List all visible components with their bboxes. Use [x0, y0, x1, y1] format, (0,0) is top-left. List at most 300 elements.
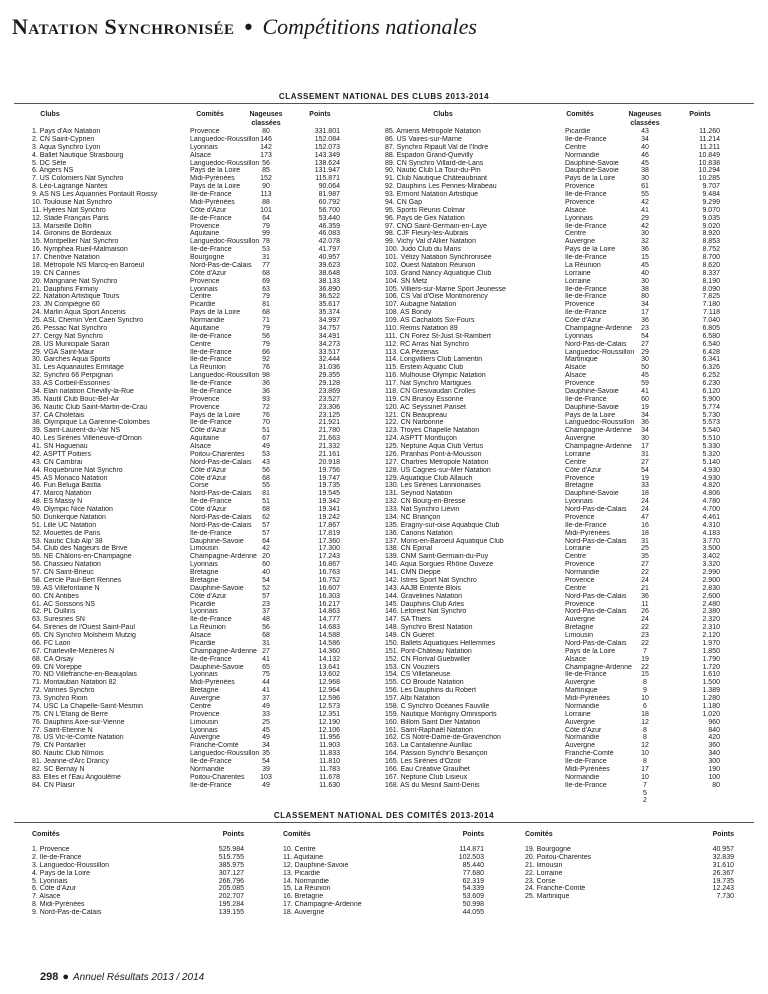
club-comite: Nord-Pas-de-Calais — [190, 521, 252, 529]
club-name: 83. Élles et l'Eau Angoulême — [32, 773, 121, 781]
club-nageuses: 10 — [641, 695, 649, 702]
club-points: 21.780 — [318, 427, 340, 435]
club-comite: Martinique — [565, 687, 598, 695]
comites-col2-names — [283, 846, 433, 917]
club-points: 14.132 — [318, 655, 340, 663]
club-name: 1. Pays d'Aix Natation — [32, 128, 101, 135]
club-points: 38.648 — [318, 269, 340, 277]
comite-name: 10. Centre — [283, 846, 316, 853]
club-points: 1.180 — [702, 702, 720, 710]
club-comite: Bretagne — [190, 576, 219, 584]
club-nageuses: 53 — [262, 246, 270, 254]
club-comite: Provence — [190, 395, 220, 403]
club-points: 80 — [712, 781, 720, 789]
club-name: 54. Club des Nageurs de Brive — [32, 545, 128, 553]
club-comite: Alsace — [190, 632, 212, 639]
club-comite: Champagne-Ardenne — [565, 324, 632, 332]
club-name: 12. Stade Français Paris — [32, 214, 109, 222]
header-nageuses-left: Nageuses classées — [249, 111, 283, 127]
club-points: 21.332 — [318, 443, 340, 450]
club-nageuses: 101 — [260, 206, 272, 214]
club-comite: Midi-Pyrénées — [565, 695, 610, 702]
club-points: 331.801 — [314, 128, 340, 135]
club-points: 100 — [708, 773, 720, 781]
club-points: 3.500 — [702, 545, 720, 553]
club-points: 6.805 — [702, 324, 720, 332]
comite-name: 1. Provence — [32, 846, 70, 853]
comites-section-title: CLASSEMENT NATIONAL DES COMITÉS 2013-2014 — [273, 811, 495, 820]
club-name: 99. Vichy Val d'Allier Natation — [385, 238, 476, 246]
comite-points: 266.796 — [218, 877, 244, 885]
club-nageuses: 45 — [641, 261, 649, 269]
club-points: 11.956 — [319, 734, 340, 742]
club-points: 46.359 — [318, 222, 340, 230]
club-comite: Auvergne — [565, 616, 595, 624]
club-points: 32.444 — [318, 356, 340, 364]
page-title — [12, 14, 477, 40]
club-nageuses: 60 — [262, 561, 270, 569]
club-comite: Ile-de-France — [565, 285, 607, 293]
club-points: 152.073 — [314, 143, 340, 151]
club-comite: Alsace — [190, 443, 212, 450]
club-nageuses: 9 — [643, 687, 647, 695]
club-name: 127. Chartres Métropole Natation — [385, 458, 489, 466]
club-points: 6.580 — [702, 332, 720, 340]
club-nageuses: 32 — [641, 238, 649, 246]
club-name: 135. Eragny-sur-oise Aquatique Club — [385, 521, 500, 529]
club-name: 39. Saint-Laurent-du-Var NS — [32, 427, 121, 435]
club-name: 132. CN Bourg-en-Bresse — [385, 498, 466, 506]
comite-points: 515.755 — [218, 853, 244, 861]
club-name: 106. CS Val d'Oise Montmorency — [385, 293, 488, 301]
club-nageuses: 56 — [262, 466, 270, 474]
clubs-right-nageuses — [627, 128, 663, 805]
comite-name: 6. Côte d'Azur — [32, 885, 77, 893]
club-nageuses: 8 — [643, 679, 647, 687]
club-comite: Ile-de-France — [190, 781, 232, 789]
club-name: 114. Longvilliers Club Lamentin — [385, 356, 483, 364]
club-points: 10.294 — [698, 167, 720, 175]
club-comite: Centre — [565, 230, 587, 238]
comites-col1-names — [32, 846, 182, 917]
comite-name: 2. Ile-de-France — [32, 853, 82, 861]
club-comite: Auvergne — [190, 695, 220, 702]
club-comite: Ile-de-France — [190, 529, 232, 537]
club-name: 136. Canons Natation — [385, 529, 453, 537]
club-nageuses: 27 — [641, 340, 649, 348]
club-nageuses: 6 — [643, 702, 647, 710]
club-nageuses: 64 — [262, 214, 270, 222]
club-nageuses: 61 — [641, 183, 649, 191]
club-points: 3.320 — [702, 561, 720, 569]
club-points: 8.337 — [702, 269, 720, 277]
club-name: 111. CN Forez St-Just St-Rambert — [385, 332, 491, 340]
club-name: 160. Billom Saint Dier Natation — [385, 718, 481, 726]
club-nageuses: 33 — [262, 710, 270, 718]
club-name: 21. Dauphins Firminy — [32, 285, 99, 293]
club-nageuses: 50 — [641, 364, 649, 372]
club-name: 36. Nautic Club Saint-Martin-de-Crau — [32, 403, 148, 411]
club-name: 4. Ballet Nautique Strasbourg — [32, 151, 124, 159]
club-name: 20. Marignane Nat Synchro — [32, 277, 118, 285]
club-points: 8.853 — [702, 238, 720, 246]
comite-points: 53.609 — [462, 893, 484, 901]
comite-points: 26.367 — [712, 869, 734, 877]
club-nageuses: 67 — [262, 435, 270, 443]
club-nageuses: 17 — [641, 309, 649, 317]
club-nageuses: 19 — [641, 655, 649, 663]
club-nageuses: 19 — [641, 474, 649, 482]
club-name: 25. ASL Chemin Vert Caen Synchro — [32, 317, 144, 324]
comite-name: 12. Dauphiné-Savoie — [283, 861, 349, 869]
club-comite: Auvergne — [565, 742, 595, 750]
club-comite: Franche-Comté — [565, 750, 614, 758]
comite-points: 62.319 — [462, 877, 484, 885]
clubs-section-rule — [14, 103, 754, 104]
club-nageuses: 33 — [641, 482, 649, 490]
club-comite: Centre — [565, 553, 587, 561]
club-comite: Pays de la Loire — [565, 411, 616, 419]
comite-points: 19.735 — [712, 877, 734, 885]
page-title-separator: • — [244, 14, 253, 39]
club-name: 167. Neptune Club Lisieux — [385, 773, 468, 781]
club-comite: Côte d'Azur — [190, 474, 227, 482]
club-name: 164. Passion Synchr'o Besançon — [385, 750, 488, 758]
club-comite: Dauphiné-Savoie — [565, 403, 619, 411]
club-points: 2.830 — [702, 584, 720, 592]
club-nageuses: 57 — [262, 592, 270, 600]
club-name: 97. CNO Saint-Germain-en-Laye — [385, 222, 487, 230]
club-name: 137. Mons-en-Baroeul Aquatique Club — [385, 537, 504, 545]
club-nageuses: 43 — [641, 128, 649, 135]
comite-points: 12.243 — [712, 885, 734, 893]
club-name: 116. Mulhouse Olympic Natation — [385, 372, 486, 380]
club-points: 840 — [708, 726, 720, 734]
club-points: 10.838 — [698, 159, 720, 167]
club-name: 124. ASPTT Montluçon — [385, 435, 457, 443]
comites-col1-points — [190, 846, 244, 917]
club-comite: Pays de la Loire — [190, 167, 241, 175]
club-nageuses: 30 — [641, 277, 649, 285]
club-nageuses: 17 — [641, 443, 649, 450]
club-comite: Dauphiné-Savoie — [190, 537, 244, 545]
comite-points: 139.155 — [218, 909, 244, 916]
comite-points: 77.680 — [462, 869, 484, 877]
club-name: 13. Marseille Dolfin — [32, 222, 92, 230]
club-comite: Centre — [190, 340, 212, 348]
club-nageuses: 23 — [641, 324, 649, 332]
club-nageuses: 31 — [641, 450, 649, 458]
club-comite: Ile-de-France — [565, 395, 607, 403]
club-nageuses: 48 — [262, 616, 270, 624]
club-nageuses: 98 — [262, 372, 270, 380]
club-comite: Lyonnais — [565, 332, 593, 340]
club-nageuses: 78 — [262, 238, 270, 246]
club-name: 6. Angers NS — [32, 167, 74, 175]
club-comite: Poitou-Charentes — [190, 450, 245, 458]
club-points: 8.752 — [702, 246, 720, 254]
club-nageuses: 80 — [262, 128, 270, 135]
club-points: 115.871 — [315, 175, 340, 183]
club-comite: Poitou-Charentes — [190, 773, 245, 781]
clubs-section-title: CLASSEMENT NATIONAL DES CLUBS 2013-2014 — [278, 92, 490, 101]
club-comite: Champagne-Ardenne — [190, 553, 257, 561]
club-points: 19.756 — [318, 466, 340, 474]
club-points: 1.970 — [702, 639, 720, 647]
club-comite: Limousin — [190, 718, 219, 726]
comite-name: 18. Auvergne — [283, 909, 325, 916]
club-points: 6.230 — [702, 380, 720, 387]
club-comite: Midi-Pyrénées — [565, 529, 610, 537]
club-points: 1.389 — [702, 687, 720, 695]
club-points: 19.747 — [318, 474, 340, 482]
club-points: 8.620 — [702, 261, 720, 269]
club-name: 18. Métropole NS Marcq-en Baroeul — [32, 261, 145, 269]
club-comite: Dauphiné-Savoie — [565, 167, 619, 175]
club-nageuses: 30 — [641, 230, 649, 238]
club-nageuses: 8 — [643, 758, 647, 765]
club-nageuses: 76 — [262, 411, 270, 419]
club-nageuses: 27 — [262, 647, 270, 655]
club-comite: La Réunion — [565, 261, 601, 269]
club-nageuses: 25 — [262, 718, 270, 726]
clubs-left-nageuses — [248, 128, 284, 790]
club-points: 19.342 — [318, 498, 340, 506]
club-name: 102. Ouest Natation Réunion — [385, 261, 476, 269]
club-name: 19. CN Cannes — [32, 269, 80, 277]
club-comite: Côte d'Azur — [190, 592, 227, 600]
club-name: 98. CJF Fleury-les-Aubrais — [385, 230, 469, 238]
club-points: 143.349 — [314, 151, 340, 159]
club-points: 7.180 — [702, 301, 720, 309]
club-nageuses: 68 — [262, 269, 270, 277]
club-points: 14.586 — [318, 639, 340, 647]
club-comite: Ile-de-France — [190, 214, 232, 222]
club-name: 109. AS Cachalots Six-Fours — [385, 317, 475, 324]
club-name: 73. Synchro Riom — [32, 695, 88, 702]
club-comite: Aquitaine — [190, 324, 220, 332]
club-name: 113. CA Pézenas — [385, 348, 439, 356]
club-name: 75. CN L'Étang de Berre — [32, 710, 109, 718]
club-comite: Lyonnais — [190, 608, 218, 616]
club-comite: Ile-de-France — [565, 521, 607, 529]
club-comite: Normandie — [565, 773, 600, 781]
club-comite: Dauphiné-Savoie — [190, 584, 244, 592]
club-nageuses: 10 — [641, 773, 649, 781]
club-points: 11.810 — [319, 758, 340, 765]
club-comite: Dauphiné-Savoie — [190, 663, 244, 671]
club-name: 88. Espadon Grand-Quevilly — [385, 151, 473, 159]
club-nageuses: 146 — [260, 135, 272, 143]
club-name: 7. US Colomiers Nat Synchro — [32, 175, 124, 183]
comite-name: 5. Lyonnais — [32, 877, 68, 885]
club-nageuses: 36 — [641, 592, 649, 600]
club-nageuses: 69 — [262, 277, 270, 285]
club-nageuses: 12 — [641, 718, 649, 726]
header-points-col3: Points — [712, 831, 734, 838]
club-nageuses: 37 — [262, 608, 270, 616]
club-points: 2.900 — [702, 576, 720, 584]
club-points: 4.310 — [702, 521, 720, 529]
club-nageuses: 70 — [262, 419, 270, 427]
header-points-col2: Points — [462, 831, 484, 838]
club-points: 11.630 — [319, 781, 340, 789]
club-name: 22. Natation Artistique Tours — [32, 293, 120, 301]
club-name: 140. Aqua Sorgues Rhône Ouveze — [385, 561, 494, 569]
club-points: 11.211 — [699, 143, 720, 151]
club-comite: Dauphiné-Savoie — [565, 490, 619, 498]
club-comite: Ile-de-France — [565, 671, 607, 679]
club-points: 1.850 — [702, 647, 720, 655]
club-name: 15. Montpellier Nat Synchro — [32, 238, 119, 246]
club-name: 41. SN Haguenau — [32, 443, 88, 450]
club-name: 158. C Synchro Océanes Fauville — [385, 702, 490, 710]
club-comite: Provence — [565, 513, 595, 521]
club-name: 138. CN Épinal — [385, 545, 433, 553]
club-name: 119. CN Brunoy Essonne — [385, 395, 464, 403]
club-comite: Lorraine — [565, 277, 591, 285]
club-name: 47. Marcq Natation — [32, 490, 92, 498]
club-comite: Languedoc-Roussillon — [190, 135, 260, 143]
club-name: 110. Reims Natation 89 — [385, 324, 458, 332]
club-nageuses: 16 — [641, 521, 649, 529]
club-points: 2.310 — [702, 624, 720, 632]
club-comite: Provence — [190, 277, 220, 285]
club-name: 84. CN Plaisir — [32, 781, 75, 789]
club-name: 107. Aubagne Natation — [385, 301, 457, 309]
club-comite: Normandie — [565, 702, 600, 710]
club-comite: Languedoc-Roussillon — [565, 419, 635, 427]
club-nageuses: 21 — [641, 584, 649, 592]
club-points: 19.545 — [318, 490, 340, 498]
club-nageuses: 36 — [262, 380, 270, 387]
club-name: 93. Ermont Natation Artistique — [385, 191, 478, 198]
club-points: 34.491 — [318, 332, 340, 340]
comite-points: 525.984 — [218, 846, 244, 853]
club-comite: Lyonnais — [565, 498, 593, 506]
club-points: 6.120 — [702, 387, 720, 395]
header-points-right: Points — [689, 111, 711, 118]
club-name: 35. Nautil Club Bouc-Bel-Air — [32, 395, 120, 403]
club-nageuses: 65 — [262, 663, 270, 671]
club-name: 145. Dauphins Club Arles — [385, 600, 464, 608]
club-name: 151. Pont-Château Natation — [385, 647, 472, 655]
club-comite: Auvergne — [565, 718, 595, 726]
club-points: 19.735 — [318, 482, 340, 490]
club-name: 28. US Municipale Saran — [32, 340, 110, 348]
club-comite: Provence — [565, 576, 595, 584]
club-nageuses: 12 — [641, 742, 649, 750]
club-name: 46. Fun Beluga Bastia — [32, 482, 101, 490]
club-nageuses: 24 — [641, 498, 649, 506]
club-points: 1.020 — [702, 710, 720, 718]
club-points: 4.183 — [702, 529, 720, 537]
club-name: 65. CN Synchro Molsheim Mutzig — [32, 632, 136, 639]
club-comite: Ile-de-France — [190, 348, 232, 356]
club-name: 161. Saint-Raphaël Natation — [385, 726, 473, 734]
club-nageuses: 34 — [262, 742, 270, 750]
club-points: 2.990 — [702, 569, 720, 576]
club-nageuses: 64 — [262, 537, 270, 545]
club-comite: Normandie — [565, 569, 600, 576]
club-comite: Nord-Pas-de-Calais — [565, 639, 627, 647]
club-comite: Ile-de-France — [565, 293, 607, 301]
club-points: 23.869 — [318, 387, 340, 395]
club-points: 5.573 — [702, 419, 720, 427]
club-name: 129. Aquatique Club Allauch — [385, 474, 473, 482]
club-points: 7.825 — [702, 293, 720, 301]
club-points: 29.128 — [318, 380, 340, 387]
club-points: 6.540 — [702, 340, 720, 348]
club-nageuses: 5 — [643, 789, 647, 797]
club-nageuses: 8 — [643, 726, 647, 734]
club-comite: Picardie — [190, 600, 216, 608]
club-name: 26. Pessac Nat Synchro — [32, 324, 108, 332]
club-nageuses: 15 — [641, 254, 649, 261]
club-comite: Bretagne — [565, 624, 594, 632]
comite-points: 385.975 — [218, 861, 244, 869]
club-name: 69. CN Voreppe — [32, 663, 82, 671]
club-nageuses: 45 — [262, 726, 270, 734]
club-name: 148. Synchro Brest Natation — [385, 624, 473, 632]
club-points: 10.285 — [698, 175, 720, 183]
club-nageuses: 40 — [262, 569, 270, 576]
club-points: 17.867 — [318, 521, 340, 529]
club-nageuses: 47 — [641, 513, 649, 521]
club-name: 31. Les Aquanautes Ermitage — [32, 364, 124, 372]
comite-points: 7.730 — [716, 893, 734, 901]
club-nageuses: 41 — [262, 687, 270, 695]
comite-name: 8. Midi-Pyrénées — [32, 901, 85, 909]
club-points: 11.833 — [319, 750, 340, 758]
club-points: 12.351 — [318, 710, 340, 718]
club-points: 5.540 — [702, 427, 720, 435]
club-nageuses: 80 — [641, 293, 649, 301]
club-name: 125. Neptune Aqua Club Vertus — [385, 443, 484, 450]
club-nageuses: 54 — [641, 466, 649, 474]
club-nageuses: 36 — [641, 317, 649, 324]
club-nageuses: 54 — [262, 576, 270, 584]
club-nageuses: 2 — [643, 797, 647, 805]
club-name: 143. AAJB Entente Blois — [385, 584, 461, 592]
club-points: 4.930 — [702, 474, 720, 482]
club-points: 21.161 — [318, 450, 340, 458]
club-name: 152. CN Florival Guebwiller — [385, 655, 471, 663]
comite-points: 54.339 — [462, 885, 484, 893]
club-points: 9.299 — [702, 198, 720, 206]
club-name: 81. Jeanne-d'Arc Drancy — [32, 758, 109, 765]
club-points: 14.360 — [318, 647, 340, 655]
club-nageuses: 55 — [262, 482, 270, 490]
club-name: 155. CO Broude Natation — [385, 679, 464, 687]
club-comite: Provence — [565, 561, 595, 569]
club-points: 6.252 — [702, 372, 720, 380]
club-name: 150. Ballets Aquatiques Hellemmes — [385, 639, 496, 647]
club-points: 31.036 — [318, 364, 340, 372]
club-points: 5.774 — [702, 403, 720, 411]
clubs-right-points — [680, 128, 720, 790]
club-comite: Picardie — [190, 301, 216, 309]
club-nageuses: 49 — [262, 734, 270, 742]
club-comite: Côte d'Azur — [565, 466, 602, 474]
publication-name: Annuel Résultats 2013 / 2014 — [73, 972, 205, 983]
club-points: 7.040 — [702, 317, 720, 324]
club-points: 6.428 — [702, 348, 720, 356]
club-nageuses: 39 — [262, 765, 270, 773]
club-comite: Provence — [565, 380, 595, 387]
club-name: 95. Sports Réunis Colmar — [385, 206, 466, 214]
club-points: 23.306 — [318, 403, 340, 411]
